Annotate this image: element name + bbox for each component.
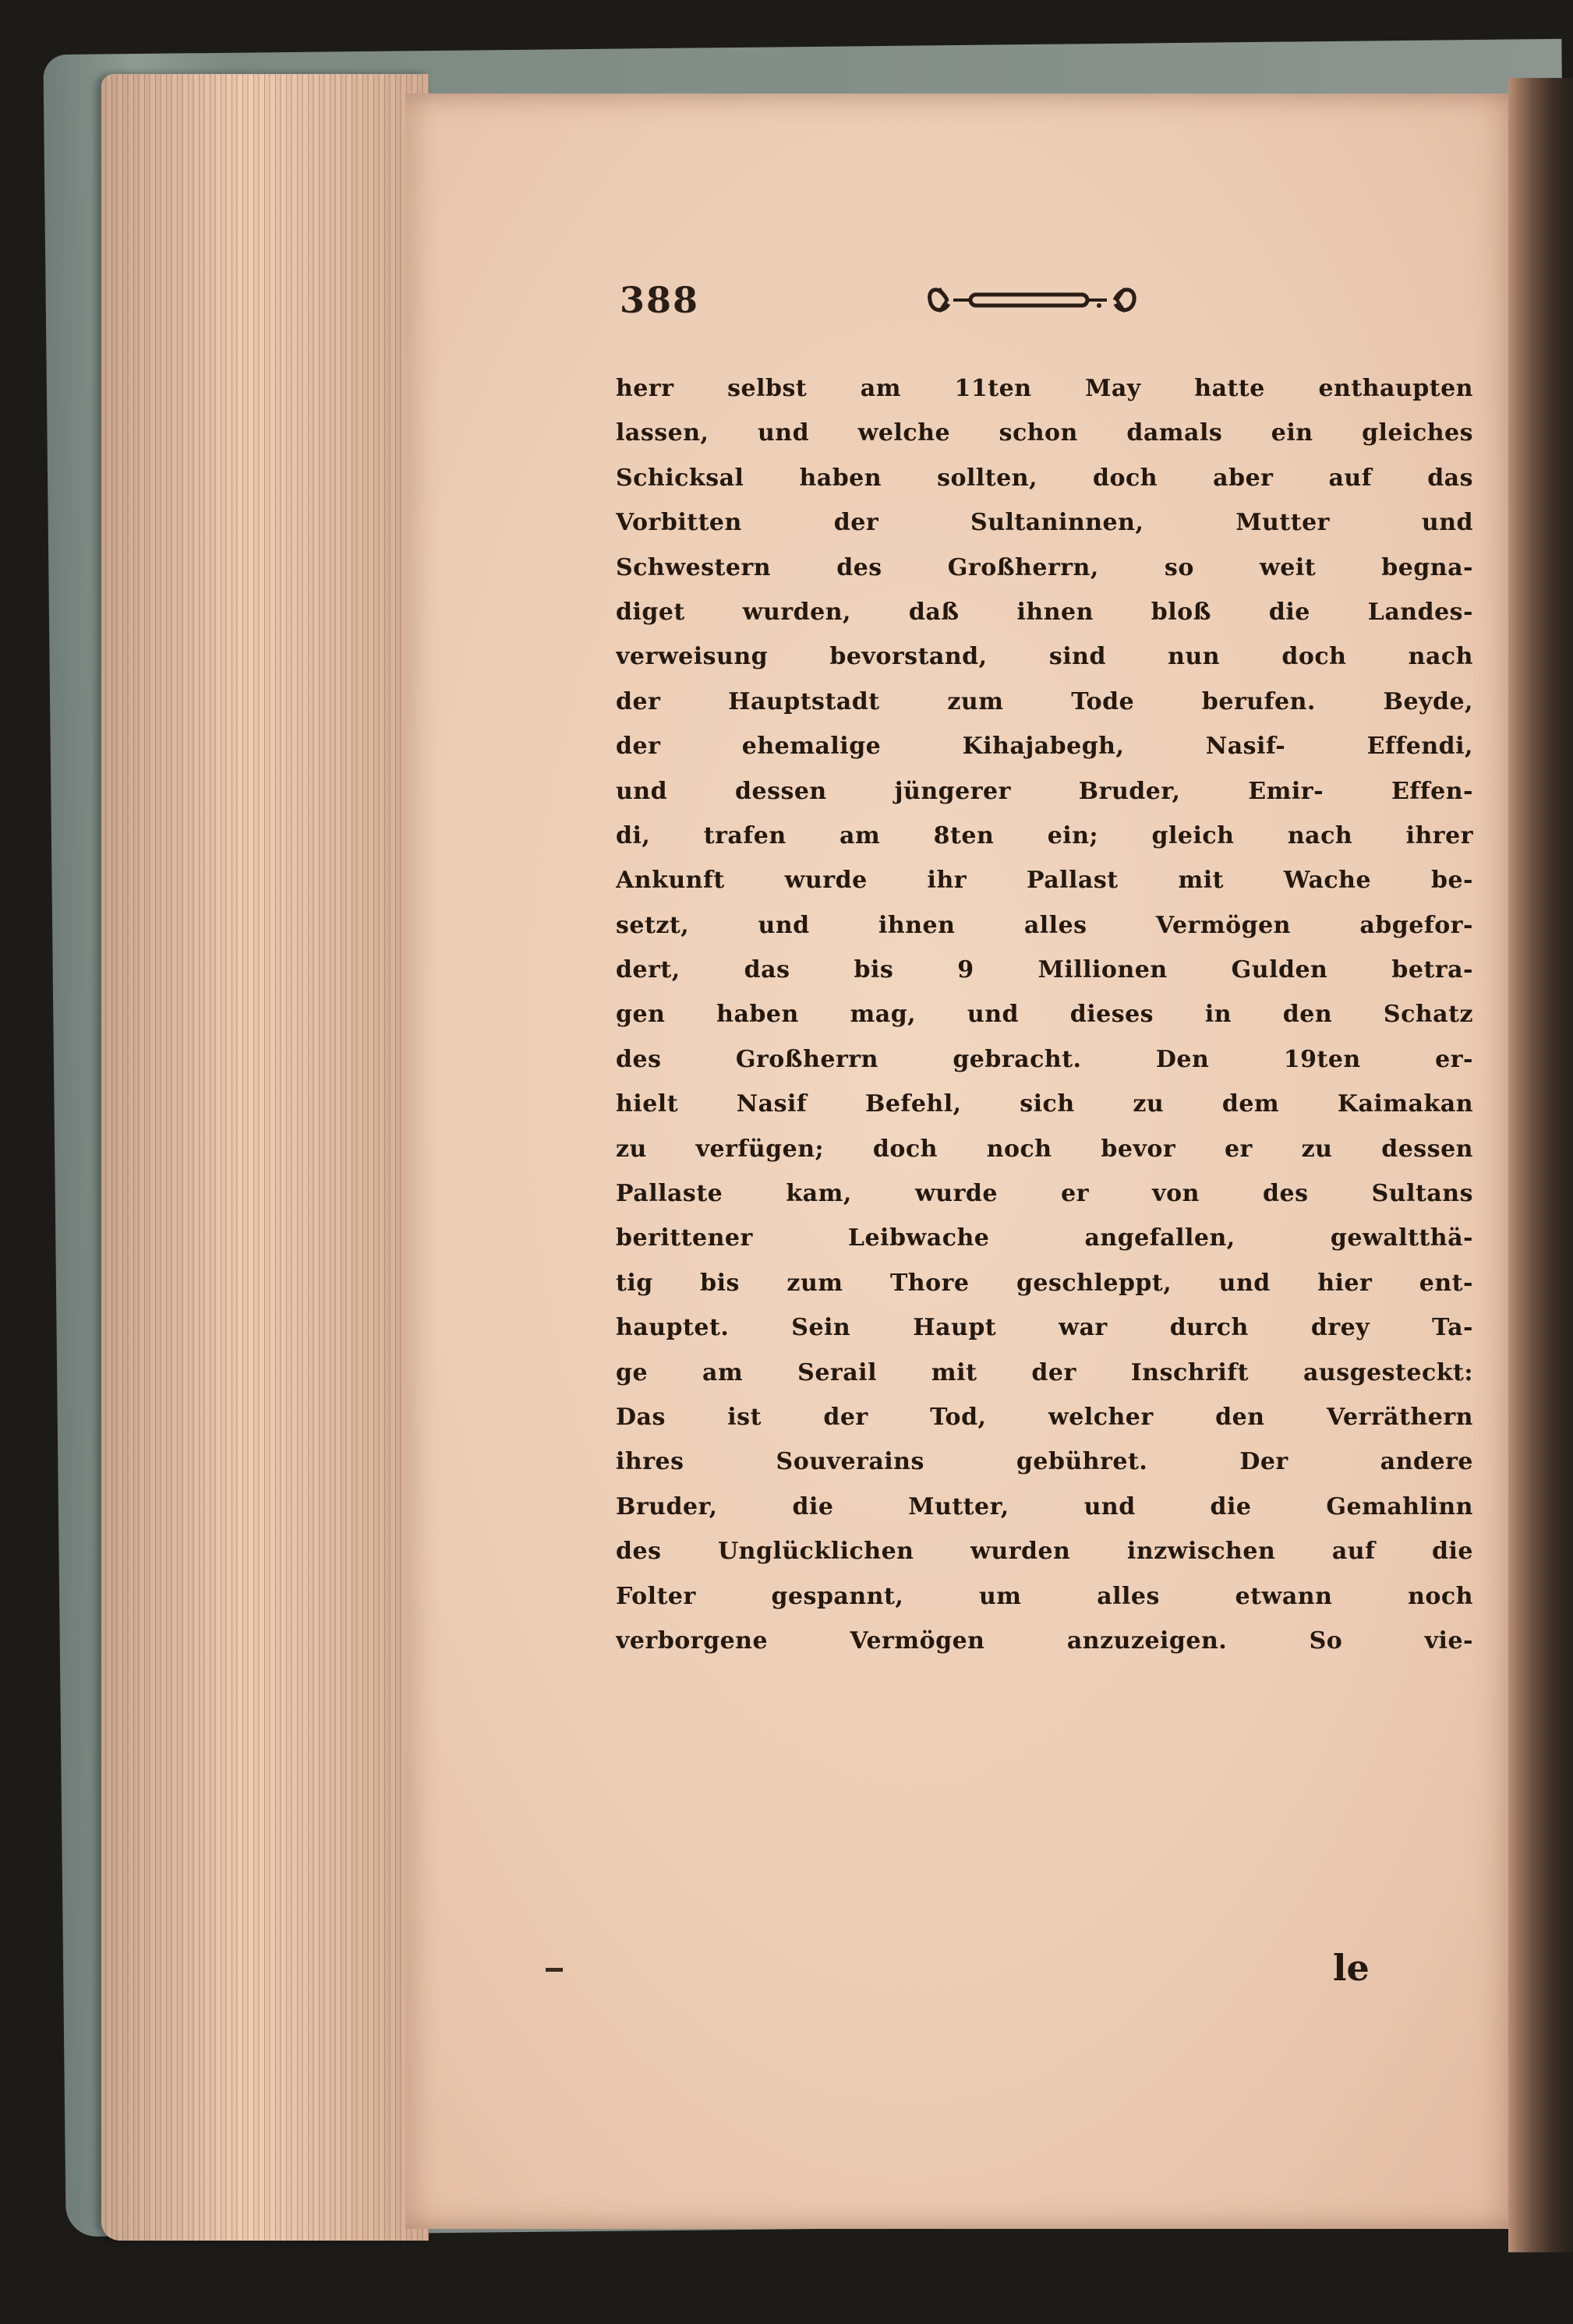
body-text <box>616 366 1473 1663</box>
text-line: verweisung bevorstand, sind nun doch nach <box>616 643 1473 671</box>
text-line: Schicksal haben sollten, doch aber auf das <box>616 464 1473 492</box>
text-line: des Großherrn gebracht. Den 19ten er- <box>616 1045 1473 1073</box>
text-line: verborgene Vermögen anzuzeigen. So vie- <box>616 1626 1473 1655</box>
text-line: und dessen jüngerer Bruder, Emir- Effen- <box>616 777 1473 805</box>
text-line: des Unglücklichen wurden inzwischen auf die <box>616 1538 1473 1566</box>
text-line: berittener Leibwache angefallen, gewaltthä- <box>616 1224 1473 1252</box>
page-header <box>620 265 1462 335</box>
binding-gutter <box>1508 78 1573 2252</box>
text-line: Ankunft wurde ihr Pallast mit Wache be- <box>616 867 1473 895</box>
text-line: di, trafen am 8ten ein; gleich nach ihrer <box>616 821 1473 849</box>
text-line: Pallaste kam, wurde er von des Sultans <box>616 1180 1473 1208</box>
text-line: setzt, und ihnen alles Vermögen abgefor- <box>616 911 1473 939</box>
text-line: Folter gespannt, um alles etwann noch <box>616 1582 1473 1610</box>
text-line: Schwestern des Großherrn, so weit begna- <box>616 553 1473 581</box>
margin-mark <box>546 1968 563 1972</box>
page-stack-shading <box>101 74 429 2241</box>
text-line: der Hauptstadt zum Tode berufen. Beyde, <box>616 687 1473 715</box>
text-line: Das ist der Tod, welcher den Verräthern <box>616 1403 1473 1431</box>
header-ornament-icon <box>916 273 1150 327</box>
text-line: ihres Souverains gebühret. Der andere <box>616 1448 1473 1476</box>
text-line: ge am Serail mit der Inschrift ausgesteckt: <box>616 1358 1473 1386</box>
text-line: zu verfügen; doch noch bevor er zu dessen <box>616 1135 1473 1163</box>
text-line: diget wurden, daß ihnen bloß die Landes- <box>616 598 1473 626</box>
text-line: gen haben mag, und dieses in den Schatz <box>616 1001 1473 1029</box>
text-line: Bruder, die Mutter, und die Gemahlinn <box>616 1492 1473 1520</box>
text-line: herr selbst am 11ten May hatte enthaupten <box>616 375 1473 402</box>
page-number: 388 <box>620 279 700 321</box>
text-line: hielt Nasif Befehl, sich zu dem Kaimakan <box>616 1090 1473 1118</box>
catchword: le <box>1333 1947 1370 1989</box>
text-line: der ehemalige Kihajabegh, Nasif- Effendi, <box>616 733 1473 761</box>
text-line: hauptet. Sein Haupt war durch drey Ta- <box>616 1314 1473 1342</box>
text-line: dert, das bis 9 Millionen Gulden betra- <box>616 956 1473 984</box>
text-line: tig bis zum Thore geschleppt, und hier ent- <box>616 1269 1473 1297</box>
text-line: Vorbitten der Sultaninnen, Mutter und <box>616 509 1473 537</box>
text-line: lassen, und welche schon damals ein gleiches <box>616 419 1473 447</box>
